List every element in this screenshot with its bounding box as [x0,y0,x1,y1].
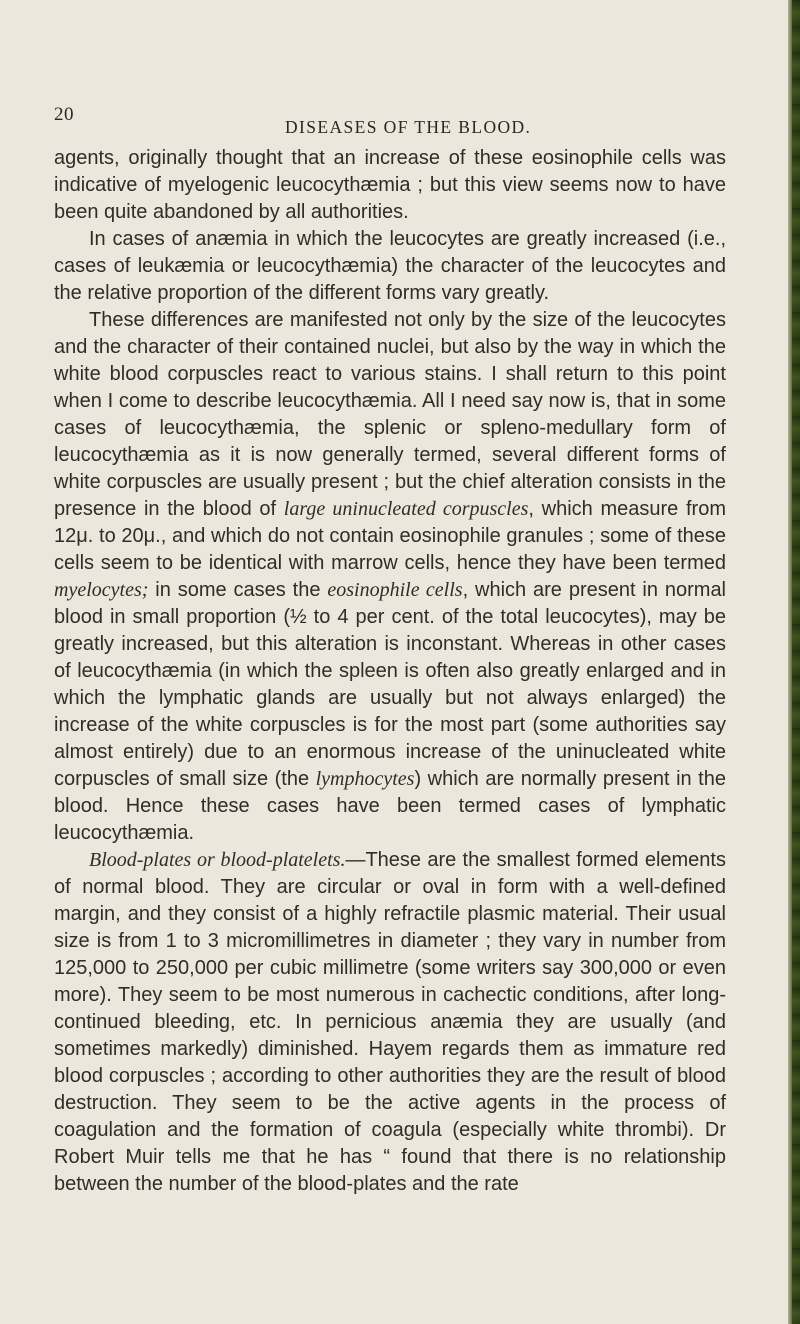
italic-term-lymphocytes: lymphocytes [315,768,415,790]
paragraph-blood-plates [54,847,726,1198]
section-heading-blood-plates: Blood-plates or blood-platelets. [89,849,346,871]
book-spine-edge [788,0,800,1324]
paragraph-text: , which measure from 12μ. to 20μ., and which do not contain eosinophile granules ; some of these cells seem to be identical with marrow cells, hence they have been termed [54,498,727,574]
body-text [54,145,726,1198]
page-number: 20 [54,104,74,125]
paragraph-anaemia-leucocytes: In cases of anæmia in which the leucocytes are greatly increased (i.e., cases of leukæmia or leucocythæmia) the character of the leucocytes and the relative proportion of the different forms vary greatly. [54,228,726,304]
italic-term-eosinophile-cells: eosinophile cells [327,579,463,601]
running-head: DISEASES OF THE BLOOD. [285,117,532,137]
paragraph-text: —These are the smallest formed elements of normal blood. They are circular or oval in form with a well-defined margin, and they consist of a highly refractile plasmic material. Their usual size is from 1 to 3 micromillimetres in diameter ; they vary in number from 125,000 to 250,000 per cubic millimetre (some writers say 300,000 or even more). They seem to be most numerous in cachectic conditions, after long-continued bleeding, etc. In pernicious anæmia they are usually (and sometimes markedly) diminished. Hayem regards them as immature red blood corpuscles ; according to other authorities they are the result of blood destruction. They seem to be the active agents in the process of coagulation and the formation of coagula (especially white thrombi). Dr Robert Muir tells me that he has “ found that there is no relationship between the number of the blood-plates and the rate [54,849,726,1195]
paragraph-text: , which are present in normal blood in small proportion (½ to 4 per cent. of the total leucocytes), may be greatly increased, but this alteration is inconstant. Whereas in other cases of leucocythæmia (in which the spleen is often also greatly enlarged and in which the lymphatic glands are usually but not always enlarged) the increase of the white corpuscles is for the most part (some authorities say almost entirely) due to an enormous increase of the uninucleated white corpuscles of small size (the [54,579,727,790]
italic-term-myelocytes: myelocytes; [54,579,149,601]
paragraph-text: ) which are normally present in the blood. Hence these cases have been termed cases of lymphatic leucocythæmia. [54,768,726,844]
paragraph-leucocyte-differences [54,307,726,847]
paragraph-text: These differences are manifested not only by the size of the leucocytes and the character of their contained nuclei, but also by the way in which the white blood corpuscles react to various stains. I shall return to this point when I come to describe leucocythæmia. All I need say now is, that in some cases of leucocythæmia, the splenic or spleno-medullary form of leucocythæmia as it is now generally termed, several different forms of white corpuscles are usually present ; but the chief alteration consists in the presence in the blood of [54,309,726,520]
italic-term-large-uninucleated: large uninucleated corpuscles [283,498,529,520]
paragraph-text: in some cases the [148,579,328,601]
paragraph-eosinophile-view: agents, originally thought that an increase of these eosinophile cells was indicative of myelogenic leucocythæmia ; but this view seems now to have been quite abandoned by all authorities. [54,147,726,223]
